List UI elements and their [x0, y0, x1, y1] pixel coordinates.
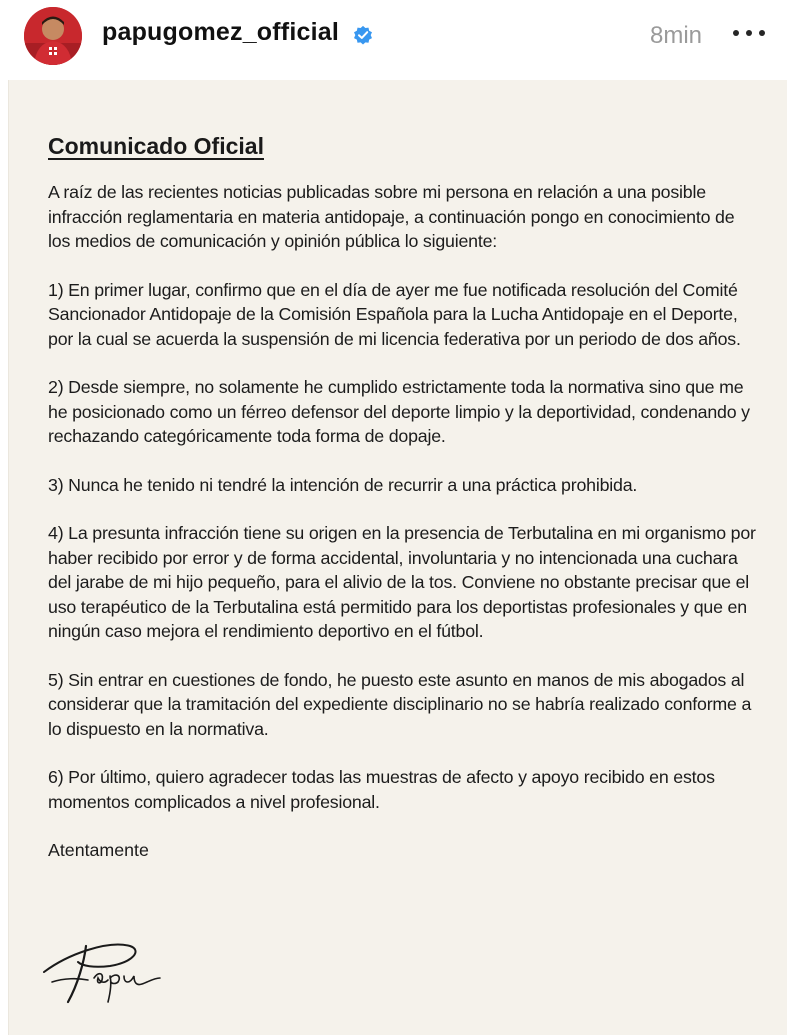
statement-title: Comunicado Oficial [48, 133, 264, 159]
post-time: 8min [650, 22, 703, 49]
statement-point-1: 1) En primer lugar, confirmo que en el día de ayer me fue notificada resolución del Comité Sancionador Antidopaje de la Comisión Española para la Lucha Antidopaje en el Deporte, por la cual se acuerda la suspensión de mi licencia federativa por un periodo de dos años. [48, 279, 741, 349]
statement-letter [48, 130, 760, 862]
profile-avatar[interactable] [24, 7, 82, 65]
statement-point-3: 3) Nunca he tenido ni tendré la intención de recurrir a una práctica prohibida. [48, 474, 638, 495]
statement-intro: A raíz de las recientes noticias publicadas sobre mi persona en relación a una posible infracción reglamentaria en materia antidopaje, a continuación pongo en conocimiento de los medios de comunicación y opinión pública lo siguiente: [48, 182, 735, 251]
statement-point-5: 5) Sin entrar en cuestiones de fondo, he puesto este asunto en manos de mis abogados al considerar que la tramitación del expediente disciplinario no se habría realizado conforme a lo dispuesto en la normativa. [48, 669, 752, 739]
post-header [0, 0, 800, 80]
verified-badge-icon [352, 24, 374, 46]
username[interactable]: papugomez_official [102, 18, 339, 46]
statement-closing: Atentamente [48, 840, 149, 860]
statement-point-6: 6) Por último, quiero agradecer todas las muestras de afecto y apoyo recibido en estos momentos complicados a nivel profesional. [48, 767, 715, 812]
more-options-icon[interactable] [732, 26, 766, 40]
statement-point-4: 4) La presunta infracción tiene su origen en la presencia de Terbutalina en mi organismo por haber recibido por error y de forma accidental, involuntaria y no intencionada una cuchara del jarabe de mi hijo pequeño, para el alivio de la tos. Conviene no obstante precisar que el uso terapéutico de la Terbutalina está permitido para los deportistas profesionales y que en ningún caso mejora el rendimiento deportivo en el fútbol. [48, 523, 756, 641]
avatar-image [24, 7, 82, 65]
statement-point-2: 2) Desde siempre, no solamente he cumplido estrictamente toda la normativa sino que me he posicionado como un férreo defensor del deporte limpio y la deportividad, condenando y rechazando categóricamente toda forma de dopaje. [48, 377, 750, 446]
handwritten-signature [38, 932, 168, 1012]
